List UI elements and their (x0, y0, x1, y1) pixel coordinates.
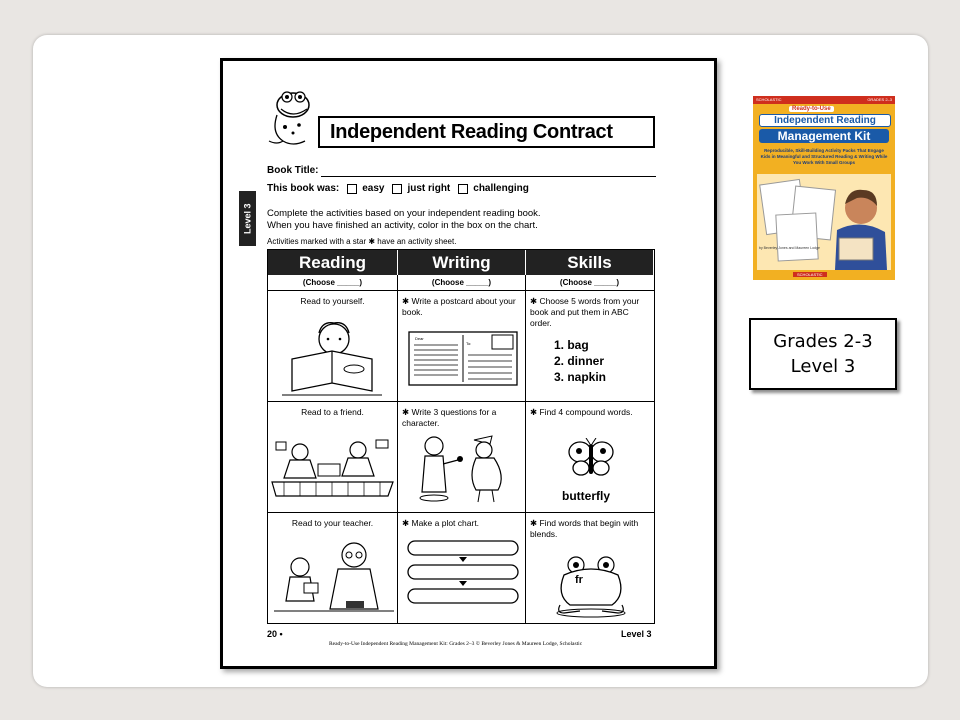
postcard-to: To: (466, 341, 472, 346)
book-cover (753, 96, 895, 280)
table-row (268, 513, 654, 623)
instructions: Complete the activities based on your independent reading book. When you have finished an activity, color in the box on the chart. (267, 208, 541, 231)
plot-chart-illustration (406, 539, 520, 609)
option-easy[interactable] (347, 183, 384, 194)
table-row (268, 402, 654, 513)
cover-photo-art (757, 174, 891, 270)
reading-child-illustration (282, 311, 382, 396)
blend-word: fr (575, 574, 583, 586)
friends-reading-illustration (270, 430, 395, 500)
activity-text: Read to your teacher. (291, 518, 374, 528)
checkbox-icon[interactable] (392, 184, 402, 194)
teacher-child-illustration (274, 539, 394, 619)
activity-text: ✱ Make a plot chart. (402, 518, 480, 528)
checkbox-icon[interactable] (458, 184, 468, 194)
column-header-skills: Skills (526, 250, 653, 275)
choose-label: (Choose _____) (268, 275, 398, 290)
activity-cell[interactable] (398, 513, 526, 623)
activity-text: ✱ Find 4 compound words. (530, 407, 633, 417)
activity-text: ✱ Choose 5 words from your book and put them in ABC order. (530, 296, 640, 328)
cover-top-bar (753, 96, 895, 104)
activity-cell[interactable] (398, 291, 526, 401)
worksheet-title: Independent Reading Contract (318, 116, 655, 148)
difficulty-row (267, 183, 529, 194)
footer-level: Level 3 (621, 629, 652, 639)
option-label: challenging (473, 183, 529, 194)
choose-label: (Choose _____) (398, 275, 526, 290)
activity-cell[interactable] (398, 402, 526, 512)
cover-photo (757, 174, 891, 270)
grades-level-label (749, 318, 897, 390)
table-row (268, 291, 654, 402)
worksheet-page (220, 58, 717, 669)
cover-description: Reproducible, Skill-Building Activity Packs That Engage Kids in Meaningful and Structured Reading & Writing While You Work With Small Groups (760, 148, 888, 165)
footer-credit: Ready-to-Use Independent Reading Management Kit: Grades 2–3 © Beverley Jones & Maureen Lodge, Scholastic (329, 641, 583, 647)
activity-cell[interactable] (526, 513, 653, 623)
activity-text: ✱ Find words that begin with blends. (530, 518, 639, 539)
option-label: easy (362, 183, 385, 194)
grades-text: Grades 2-3 (773, 331, 873, 352)
activity-text: ✱ Write a postcard about your book. (402, 296, 516, 317)
activity-grid (267, 249, 655, 624)
cover-publisher-bottom: SCHOLASTIC (793, 272, 827, 277)
activity-cell[interactable] (268, 402, 398, 512)
abc-word-list (554, 337, 606, 385)
postcard-illustration (408, 331, 518, 386)
character-interview-illustration (412, 432, 512, 507)
cover-badge: Ready-to-Use (789, 106, 834, 112)
cover-grades: GRADES 2–3 (867, 97, 892, 102)
checkbox-icon[interactable] (347, 184, 357, 194)
option-just-right[interactable] (392, 183, 450, 194)
level-text: Level 3 (790, 356, 856, 377)
activity-cell[interactable] (526, 291, 653, 401)
option-label: just right (407, 183, 451, 194)
activity-text: Read to yourself. (300, 296, 365, 306)
column-header-reading: Reading (268, 250, 398, 275)
book-title-line (321, 176, 656, 177)
level-tab: Level 3 (239, 191, 256, 246)
cover-authors: by Beverley Jones and Maureen Lodge (759, 246, 820, 250)
choose-label: (Choose _____) (559, 278, 620, 287)
compound-word: butterfly (562, 489, 610, 503)
activity-cell[interactable] (268, 513, 398, 623)
book-was-label: This book was: (267, 183, 340, 194)
cover-title-line1: Independent Reading (759, 114, 891, 127)
abc-word: 1. bag (554, 338, 589, 352)
activity-text: ✱ Write 3 questions for a character. (402, 407, 497, 428)
cover-title-line2: Management Kit (759, 129, 889, 143)
column-header-writing: Writing (398, 250, 526, 275)
abc-word: 3. napkin (554, 370, 607, 384)
book-title-label: Book Title: (267, 165, 319, 176)
activity-cell[interactable] (268, 291, 398, 401)
butterfly-icon (566, 438, 616, 482)
postcard-dear: Dear (415, 336, 424, 341)
footer-page-number: 20 • (267, 629, 283, 639)
activity-cell[interactable] (526, 402, 653, 512)
abc-word: 2. dinner (554, 354, 605, 368)
frog-icon (554, 553, 629, 618)
star-note: Activities marked with a star ✱ have an activity sheet. (267, 237, 457, 246)
frog-illustration (263, 83, 323, 153)
cover-publisher: SCHOLASTIC (756, 97, 782, 102)
option-challenging[interactable] (458, 183, 529, 194)
activity-text: Read to a friend. (301, 407, 364, 417)
